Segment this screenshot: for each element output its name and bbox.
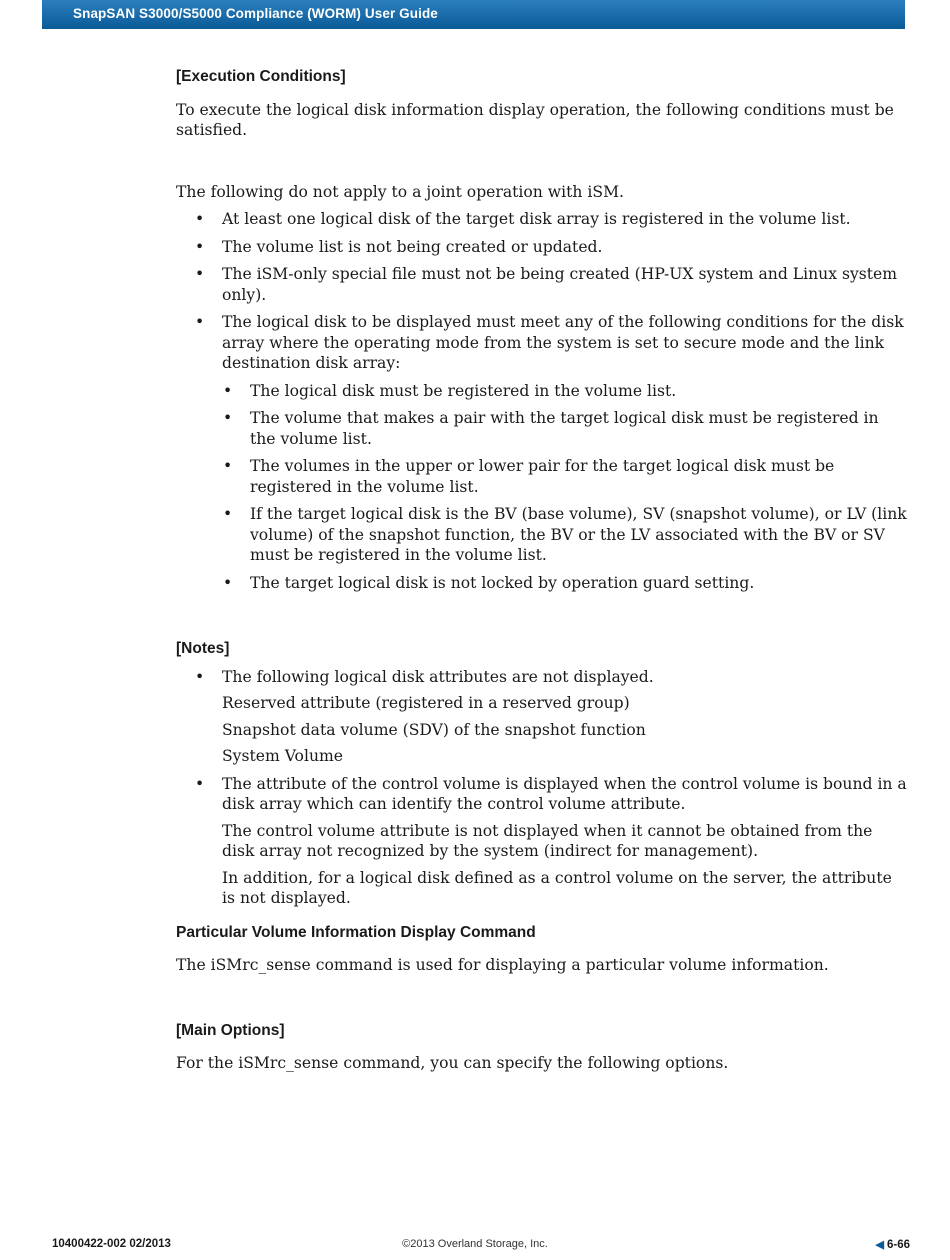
main-options-text: For the iSMrc_sense command, you can specify the following options. — [176, 1054, 729, 1072]
bullet-icon: • — [223, 381, 233, 400]
execution-conditions-heading: [Execution Conditions] — [176, 68, 346, 85]
bullet-icon: • — [195, 774, 205, 793]
notes-heading: [Notes] — [176, 640, 230, 657]
page-header — [42, 0, 905, 29]
note-line: Reserved attribute (registered in a reserved group) — [222, 694, 630, 712]
note-line: System Volume — [222, 747, 343, 765]
bullet-icon: • — [195, 667, 205, 686]
footer-copyright: ©2013 Overland Storage, Inc. — [402, 1238, 548, 1250]
page-content — [176, 62, 908, 1074]
notes-bullet-list — [195, 667, 908, 909]
particular-volume-heading: Particular Volume Information Display Command — [176, 923, 536, 941]
list-item: • The target logical disk is not locked by operation guard setting. — [223, 573, 755, 592]
footer-doc-id: 10400422-002 02/2013 — [52, 1238, 171, 1250]
list-item: • The logical disk must be registered in the volume list. — [223, 381, 677, 400]
list-item: • The volume list is not being created or updated. — [195, 237, 603, 256]
note-line: In addition, for a logical disk defined as a control volume on the server, the attribute is not displayed. — [222, 868, 892, 907]
list-item: • The attribute of the control volume is displayed when the control volume is bound in a disk array which can identify the control volume attribute. The control volume attribute is not displayed when it cannot be obtained from the disk array not recognized by the system (indirect for management). In addition, for a logical disk defined as a control volume on the server, the attribute is not displayed. — [195, 774, 907, 907]
bullet-icon: • — [223, 505, 233, 523]
main-options-heading: [Main Options] — [176, 1021, 285, 1039]
list-item: • The following logical disk attributes are not displayed. Reserved attribute (registered in a reserved group) Snapshot data volume (SDV) of the snapshot function System Volume — [222, 667, 908, 767]
bullet-icon: • — [195, 313, 205, 331]
execution-bullet-list — [195, 209, 908, 593]
list-item: • The volume that makes a pair with the target logical disk must be registered in the volume list. — [223, 409, 879, 448]
list-item: • At least one logical disk of the target disk array is registered in the volume list. — [195, 210, 851, 228]
arrow-left-icon: ◀ — [875, 1239, 884, 1251]
execution-sub-bullet-list — [223, 381, 908, 594]
execution-intro: To execute the logical disk information display operation, the following conditions must be satisfied. — [176, 100, 894, 139]
particular-volume-text: The iSMrc_sense command is used for displaying a particular volume information. — [176, 956, 829, 974]
list-item: • The volumes in the upper or lower pair for the target logical disk must be registered in the volume list. — [223, 457, 835, 496]
header-title: SnapSAN S3000/S5000 Compliance (WORM) User Guide — [73, 6, 438, 21]
bullet-icon: • — [223, 457, 233, 475]
list-item: • If the target logical disk is the BV (base volume), SV (snapshot volume), or LV (link volume) of the snapshot function, the BV or the LV associated with the BV or SV must be registered in the volume list. — [223, 505, 907, 564]
bullet-icon: • — [223, 409, 233, 427]
list-item: • The logical disk to be displayed must meet any of the following conditions for the disk array where the operating mode from the system is set to secure mode and the link destination disk array: • The logical disk must be registered in the volume list. • The volume that makes a pair with the target logical disk must be registered in the volume list. • The volumes in the upper or lower pair for the target logical disk must be registered in the volume list. • If the target logical disk is the BV (base volume), SV (snapshot volume), or LV (link volume) of the snapshot function, the BV or the LV associated with the BV or SV must be registered in the volume list. • The target logical disk is not locked by operation guard setting. — [195, 313, 907, 592]
bullet-icon: • — [195, 237, 205, 256]
bullet-icon: • — [195, 210, 205, 228]
note-line: The control volume attribute is not displayed when it cannot be obtained from the disk array not recognized by the system (indirect for management). — [222, 821, 873, 860]
execution-note: The following do not apply to a joint operation with iSM. — [176, 182, 624, 201]
footer-page-number — [876, 1238, 911, 1251]
list-item: • The iSM-only special file must not be being created (HP-UX system and Linux system only). — [195, 265, 898, 304]
bullet-icon: • — [195, 265, 205, 283]
page-number: 6-66 — [886, 1239, 910, 1251]
note-line: Snapshot data volume (SDV) of the snapshot function — [222, 720, 646, 739]
bullet-icon: • — [223, 573, 233, 592]
